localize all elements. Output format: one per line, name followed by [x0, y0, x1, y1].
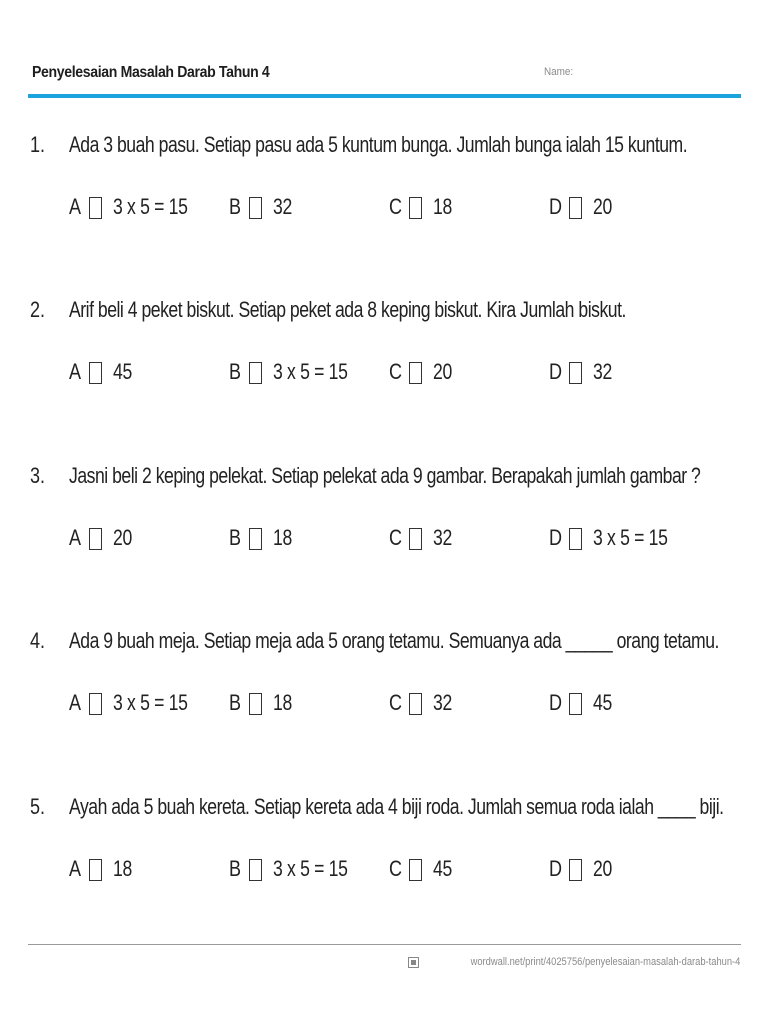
option-checkbox[interactable] — [249, 859, 262, 881]
option-checkbox[interactable] — [569, 362, 582, 384]
wordwall-logo-icon — [408, 957, 419, 968]
option-letter: B — [229, 359, 242, 384]
option-checkbox[interactable] — [249, 528, 262, 550]
question-number: 2. — [30, 297, 46, 322]
question-5 — [0, 794, 768, 924]
option-value: 20 — [593, 194, 612, 219]
footer-divider — [28, 944, 741, 945]
option-letter: B — [229, 856, 242, 881]
option-letter: D — [549, 525, 563, 550]
question-1 — [0, 132, 768, 262]
option-value: 18 — [273, 690, 292, 715]
option-checkbox[interactable] — [409, 693, 422, 715]
option-value: 32 — [433, 690, 452, 715]
question-number: 5. — [30, 794, 46, 819]
question-number: 4. — [30, 628, 46, 653]
worksheet-title: Penyelesaian Masalah Darab Tahun 4 — [32, 64, 270, 81]
option-letter: C — [389, 856, 403, 881]
question-number: 3. — [30, 463, 46, 488]
option-value: 20 — [113, 525, 132, 550]
footer — [408, 954, 740, 970]
option-checkbox[interactable] — [409, 197, 422, 219]
option-letter: D — [549, 856, 563, 881]
option-checkbox[interactable] — [89, 859, 102, 881]
option-value: 18 — [433, 194, 452, 219]
option-letter: B — [229, 690, 242, 715]
option-checkbox[interactable] — [409, 859, 422, 881]
question-text: Jasni beli 2 keping pelekat. Setiap pelekat ada 9 gambar. Berapakah jumlah gambar ? — [69, 463, 701, 488]
option-checkbox[interactable] — [89, 528, 102, 550]
option-checkbox[interactable] — [409, 362, 422, 384]
option-value: 32 — [273, 194, 292, 219]
option-value: 3 x 5 = 15 — [593, 525, 668, 550]
option-value: 3 x 5 = 15 — [113, 690, 188, 715]
option-checkbox[interactable] — [89, 197, 102, 219]
option-value: 32 — [433, 525, 452, 550]
option-value: 20 — [433, 359, 452, 384]
question-4 — [0, 628, 768, 758]
option-letter: A — [69, 359, 82, 384]
worksheet-header — [28, 60, 741, 98]
option-checkbox[interactable] — [89, 362, 102, 384]
name-label: Name: — [544, 66, 574, 78]
option-checkbox[interactable] — [569, 197, 582, 219]
question-text: Ada 3 buah pasu. Setiap pasu ada 5 kuntum bunga. Jumlah bunga ialah 15 kuntum. — [69, 132, 688, 157]
option-value: 45 — [113, 359, 132, 384]
option-letter: B — [229, 525, 242, 550]
question-text: Ayah ada 5 buah kereta. Setiap kereta ada 4 biji roda. Jumlah semua roda ialah ____ biji. — [69, 794, 724, 819]
option-checkbox[interactable] — [249, 693, 262, 715]
option-value: 3 x 5 = 15 — [273, 856, 348, 881]
question-number: 1. — [30, 132, 46, 157]
option-letter: A — [69, 856, 82, 881]
option-letter: D — [549, 359, 563, 384]
question-text: Arif beli 4 peket biskut. Setiap peket ada 8 keping biskut. Kira Jumlah biskut. — [69, 297, 626, 322]
option-checkbox[interactable] — [569, 859, 582, 881]
option-letter: B — [229, 194, 242, 219]
option-checkbox[interactable] — [249, 197, 262, 219]
option-value: 45 — [593, 690, 612, 715]
option-letter: D — [549, 690, 563, 715]
option-checkbox[interactable] — [249, 362, 262, 384]
option-letter: C — [389, 690, 403, 715]
option-letter: C — [389, 359, 403, 384]
option-letter: C — [389, 194, 403, 219]
question-3 — [0, 463, 768, 593]
footer-url[interactable]: wordwall.net/print/4025756/penyelesaian-masalah-darab-tahun-4 — [470, 956, 740, 968]
option-value: 3 x 5 = 15 — [273, 359, 348, 384]
option-value: 3 x 5 = 15 — [113, 194, 188, 219]
option-letter: D — [549, 194, 563, 219]
option-checkbox[interactable] — [89, 693, 102, 715]
option-value: 20 — [593, 856, 612, 881]
option-letter: A — [69, 690, 82, 715]
question-2 — [0, 297, 768, 427]
question-text: Ada 9 buah meja. Setiap meja ada 5 orang tetamu. Semuanya ada _____ orang tetamu. — [69, 628, 719, 653]
option-checkbox[interactable] — [569, 693, 582, 715]
option-letter: A — [69, 525, 82, 550]
option-checkbox[interactable] — [569, 528, 582, 550]
option-checkbox[interactable] — [409, 528, 422, 550]
option-letter: A — [69, 194, 82, 219]
option-letter: C — [389, 525, 403, 550]
option-value: 32 — [593, 359, 612, 384]
option-value: 18 — [113, 856, 132, 881]
option-value: 18 — [273, 525, 292, 550]
option-value: 45 — [433, 856, 452, 881]
